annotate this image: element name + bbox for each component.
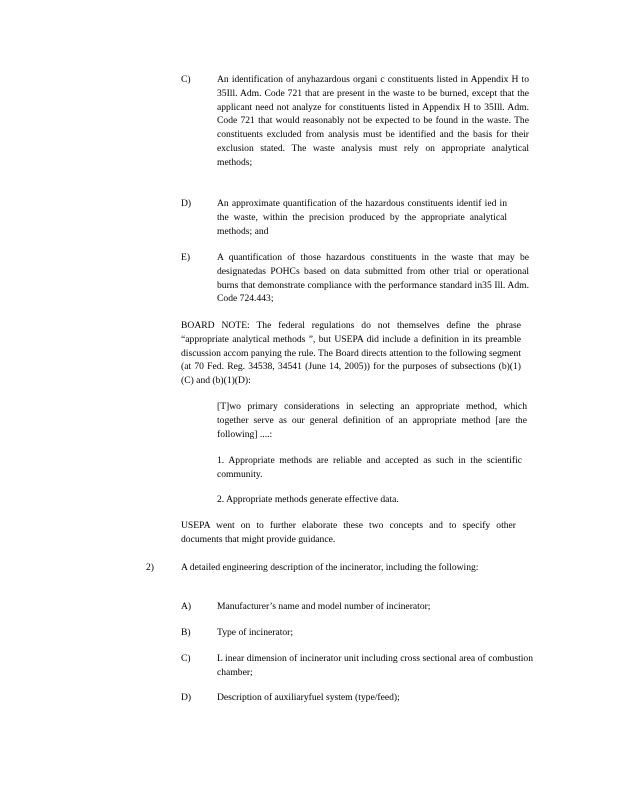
- sub-item-b-label: B): [181, 627, 191, 638]
- item-e-text: A quantification of those hazardous constituents in the waste that may be designatedas POHCs based on data submitted from other trial or operational burns that demonstrate compliance with the performance standard in35 Ill. Adm. Code 724.443;: [217, 252, 529, 305]
- item-e-label: E): [181, 252, 191, 263]
- item-c-label: C): [181, 74, 191, 85]
- sub-item-a-label: A): [181, 601, 192, 612]
- quoted-definition: [T]wo primary considerations in selecting an appropriate method, which together serve as our general definition of an appropriate method [are the following] ....:: [217, 401, 527, 440]
- sub-item-d-label: D): [181, 692, 192, 703]
- item-2-text: A detailed engineering description of the incinerator, including the following:: [181, 562, 479, 573]
- board-note: BOARD NOTE: The federal regulations do not themselves define the phrase “appropriate analytical methods ”, but USEPA did include a definition in its preamble discussion accom panying the rule. The Board directs attention to the following segment (at 70 Fed. Reg. 34538, 34541 (June 14, 2005)) for the purposes of subsections (b)(1)(C) and (b)(1)(D):: [181, 320, 521, 387]
- sub-item-d-text: Description of auxiliaryfuel system (type/feed);: [217, 692, 400, 703]
- item-d-label: D): [181, 198, 192, 209]
- item-2-label: 2): [146, 562, 154, 573]
- sub-item-c-label: C): [181, 653, 191, 664]
- item-d-text: An approximate quantification of the hazardous constituents identif ied in the waste, within the precision produced by the appropriate analytical methods; and: [217, 198, 507, 237]
- sub-item-c-text: L inear dimension of incinerator unit including cross sectional area of combustion chamber;: [217, 653, 533, 678]
- sub-item-a-text: Manufacturer’s name and model number of incinerator;: [217, 601, 431, 612]
- quote-item-2: 2. Appropriate methods generate effective data.: [217, 494, 399, 505]
- sub-item-b-text: Type of incinerator;: [217, 627, 294, 638]
- quote-item-1: 1. Appropriate methods are reliable and accepted as such in the scientific community.: [217, 455, 522, 480]
- usepa-paragraph: USEPA went on to further elaborate these two concepts and to specify other documents that might provide guidance.: [181, 520, 516, 545]
- item-c-text: An identification of anyhazardous organi c constituents listed in Appendix H to 35Ill. Adm. Code 721 that are present in the waste to be burned, except that the applicant need not analyze for constituents listed in Appendix H to 35Ill. Adm. Code 721 that would reasonably not be expected to be found in the waste. The constituents excluded from analysis must be identified and the basis for their exclusion stated. The waste analysis must rely on appropriate analytical methods;: [217, 74, 529, 168]
